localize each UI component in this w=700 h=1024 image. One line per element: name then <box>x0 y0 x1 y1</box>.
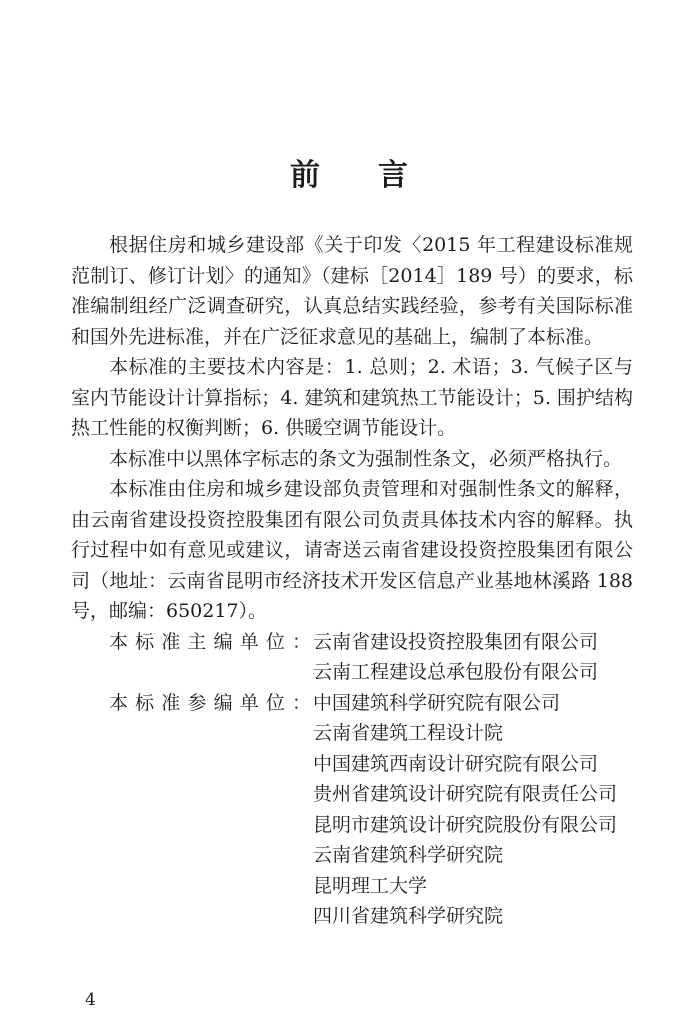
chief-editor-unit: 云南工程建设总承包股份有限公司 <box>313 661 599 683</box>
chief-editor-unit: 云南省建设投资控股集团有限公司 <box>313 630 599 653</box>
participating-unit: 昆明市建筑设计研究院股份有限公司 <box>313 813 618 836</box>
page-number: 4 <box>85 990 96 1010</box>
chief-editor-label: 本标准主编单位： <box>109 630 311 653</box>
participating-unit: 中国建筑西南设计研究院有限公司 <box>313 752 599 775</box>
paragraph-technical-contents: 本标准的主要技术内容是：1. 总则；2. 术语；3. 气候子区与室内节能设计计算指标；4. 建筑和建筑热工节能设计；5. 围护结构热工性能的权衡判断；6. 供暖空调节能设计。 <box>71 356 633 439</box>
paragraph-mandatory-provisions: 本标准中以黑体字标志的条文为强制性条文，必须严格执行。 <box>109 447 623 470</box>
chief-editor-units <box>71 627 633 688</box>
chief-editor-list <box>313 627 633 688</box>
participating-unit: 昆明理工大学 <box>313 874 428 897</box>
paragraph-basis: 根据住房和城乡建设部《关于印发〈2015 年工程建设标准规范制订、修订计划〉的通知》（建标［2014］189 号）的要求，标准编制组经广泛调查研究，认真总结实践经验，参考有关国际标准和国外先进标准，并在广泛征求意见的基础上，编制了本标准。 <box>71 234 633 348</box>
participating-unit: 四川省建筑科学研究院 <box>313 905 504 927</box>
participating-label: 本标准参编单位： <box>109 691 311 714</box>
preface-body <box>71 230 633 932</box>
participating-units <box>71 688 633 932</box>
participating-list <box>313 688 633 932</box>
title-char-2: 言 <box>378 158 410 193</box>
participating-unit: 中国建筑科学研究院有限公司 <box>313 691 561 714</box>
participating-unit: 云南省建筑工程设计院 <box>313 722 504 744</box>
page-title <box>0 150 700 194</box>
title-char-1: 前 <box>290 158 322 193</box>
paragraph-management: 本标准由住房和城乡建设部负责管理和对强制性条文的解释，由云南省建设投资控股集团有限公司负责具体技术内容的解释。执行过程中如有意见或建议，请寄送云南省建设投资控股集团有限公司（地址：云南省昆明市经济技术开发区信息产业基地林溪路 188 号，邮编：650217）。 <box>71 478 633 622</box>
participating-unit: 云南省建筑科学研究院 <box>313 844 504 866</box>
participating-unit: 贵州省建筑设计研究院有限责任公司 <box>313 783 618 805</box>
